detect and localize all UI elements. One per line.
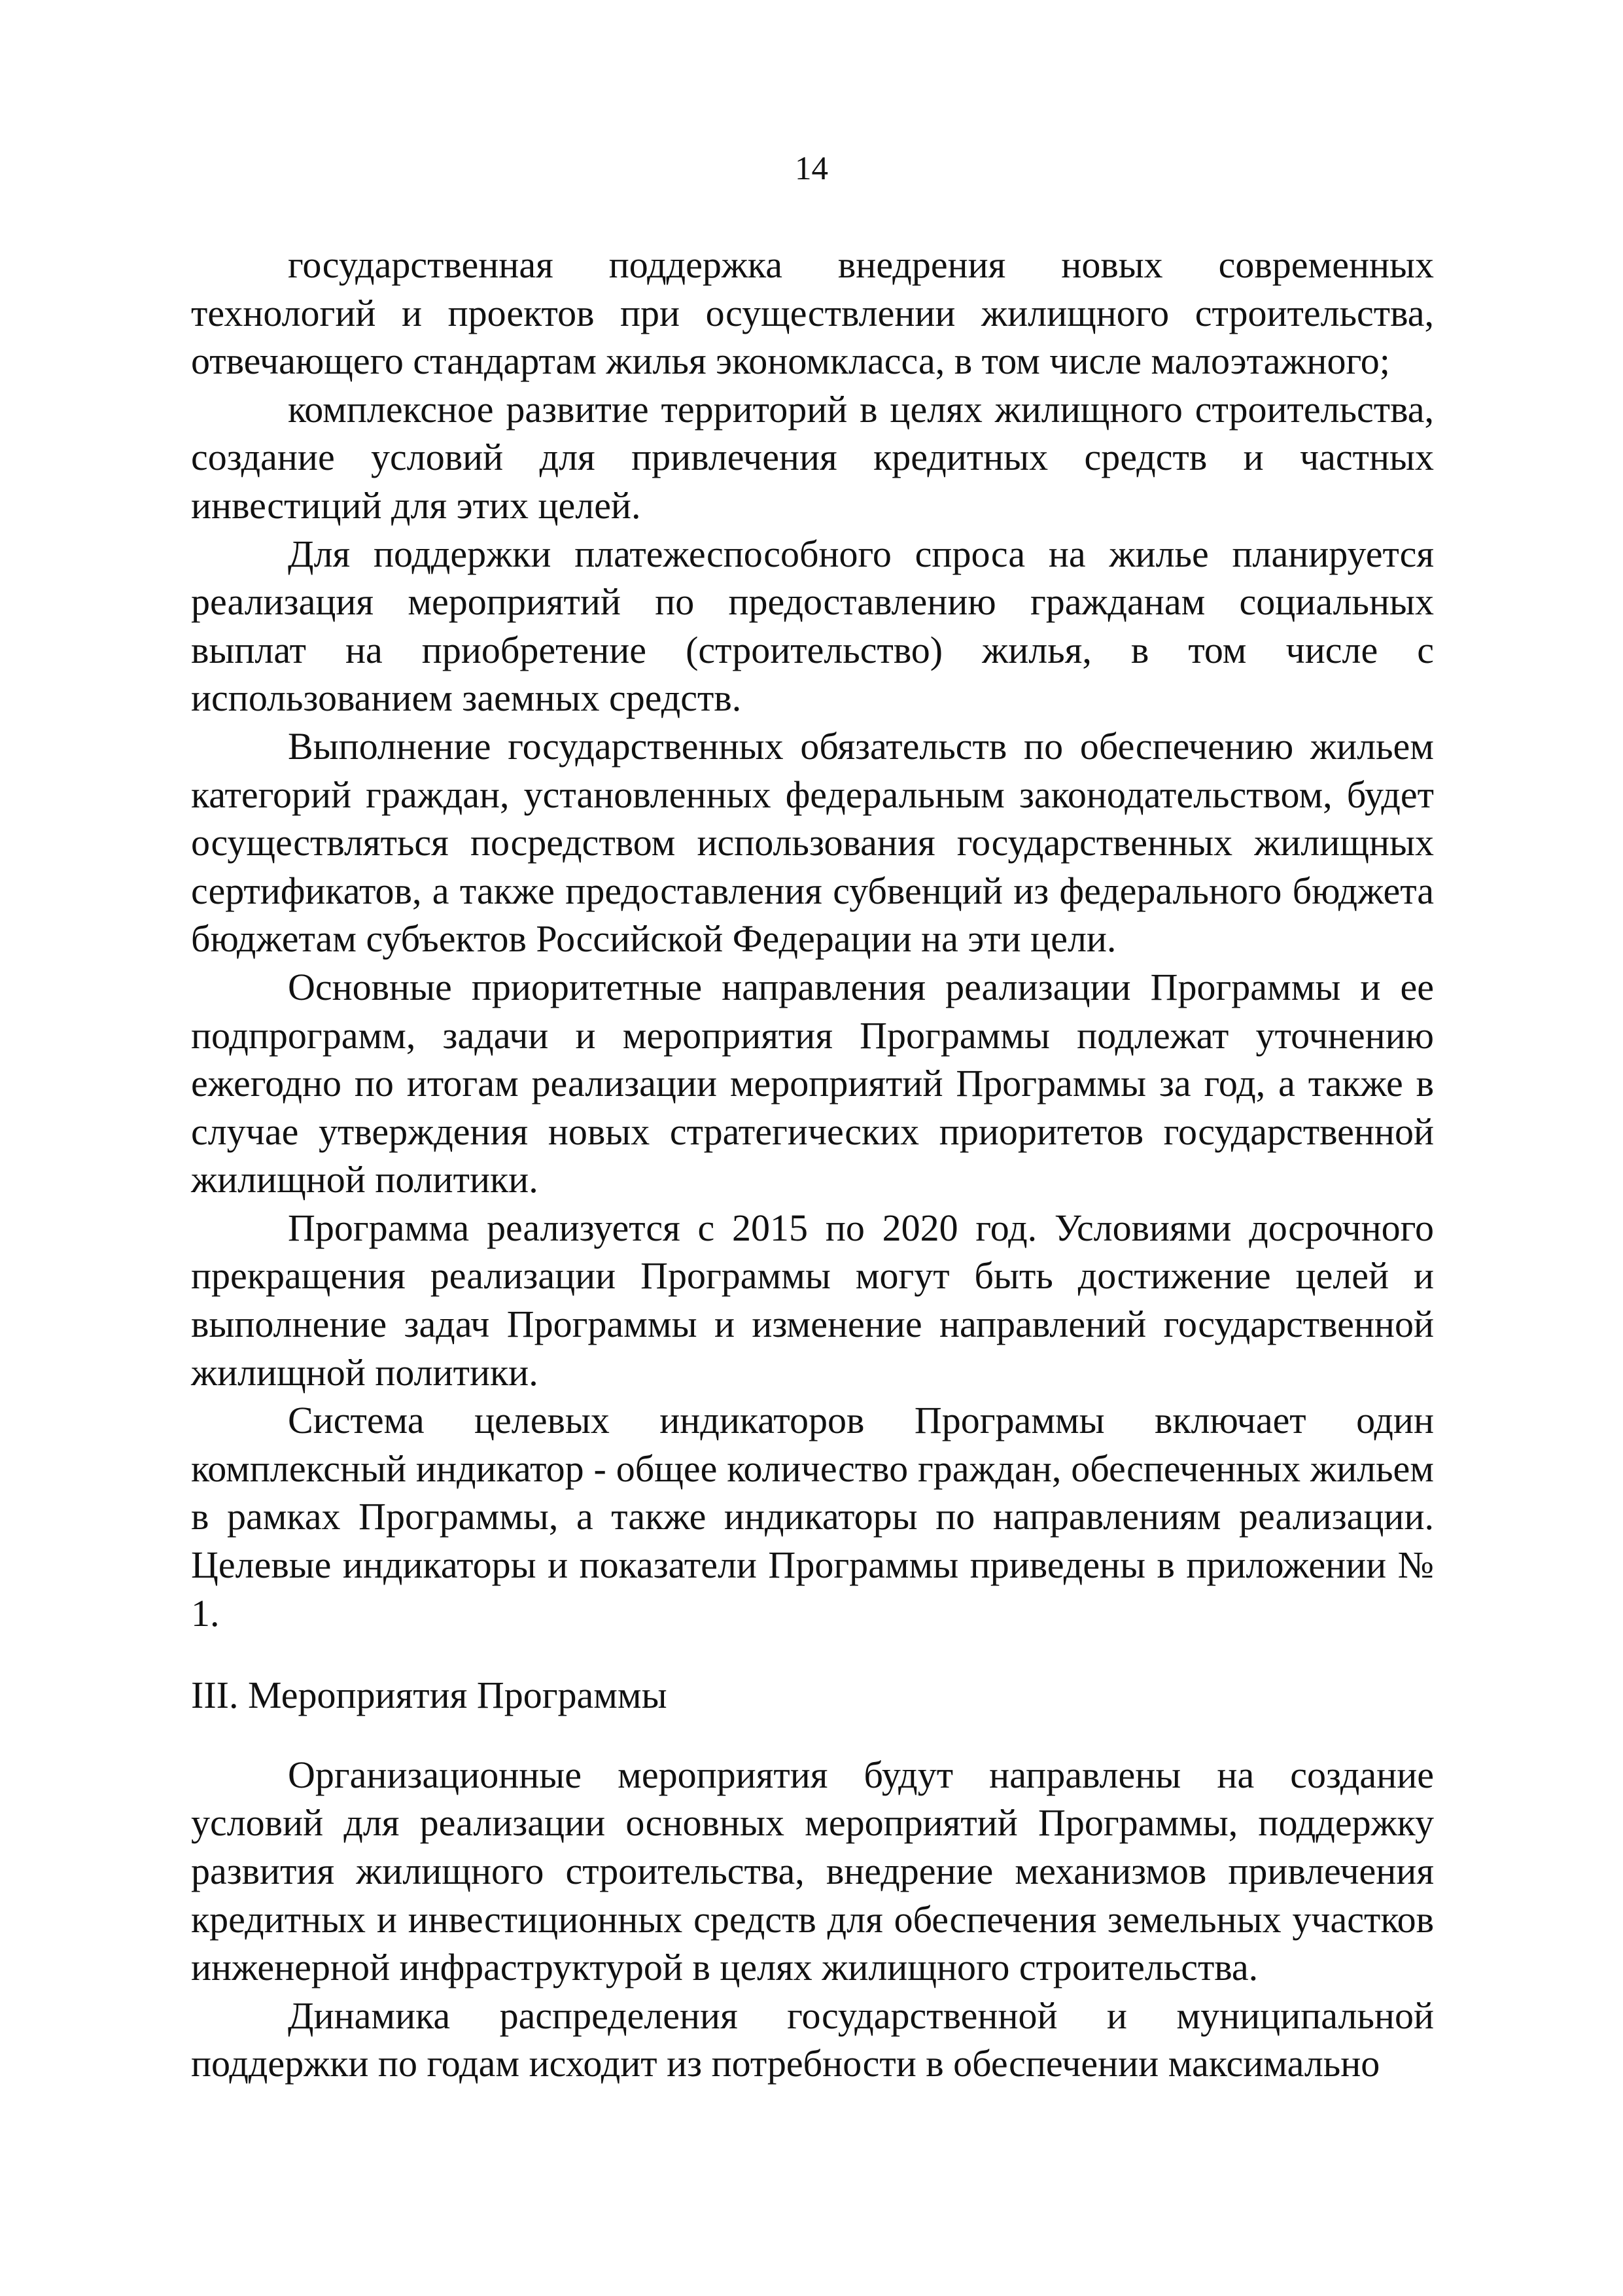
paragraph: Организационные мероприятия будут направлены на создание условий для реализации основных мероприятий Программы, поддержку развития жилищного строительства, внедрение механизмов привлечения кредитных и инвестиционных средств для обеспечения земельных участков инженерной инфраструктурой в целях жилищного строительства. [191,1753,1434,1989]
section-heading: III. Мероприятия Программы [191,1674,667,1717]
paragraph: государственная поддержка внедрения новых современных технологий и проектов при осуществлении жилищного строительства, отвечающего стандартам жилья экономкласса, в том числе малоэтажного; [191,243,1434,383]
paragraph: Выполнение государственных обязательств по обеспечению жильем категорий граждан, установленных федеральным законодательством, будет осуществляться посредством использования государственных жилищных сертификатов, а также предоставления субвенций из федерального бюджета бюджетам субъектов Российской Федерации на эти цели. [191,724,1434,961]
paragraph: Динамика распределения государственной и муниципальной поддержки по годам исходит из потребности в обеспечении максимально [191,1994,1434,2085]
paragraph: Основные приоритетные направления реализации Программы и ее подпрограмм, задачи и мероприятия Программы подлежат уточнению ежегодно по итогам реализации мероприятий Программы за год, а также в случае утверждения новых стратегических приоритетов государственной жилищной политики. [191,965,1434,1201]
paragraph: Система целевых индикаторов Программы включает один комплексный индикатор - общее количество граждан, обеспеченных жильем в рамках Программы, а также индикаторы по направлениям реализации. Целевые индикаторы и показатели Программы приведены в приложении № 1. [191,1399,1434,1634]
paragraph: комплексное развитие территорий в целях жилищного строительства, создание условий для привлечения кредитных средств и частных инвестиций для этих целей. [191,387,1434,527]
document-body [191,241,1434,2088]
paragraph: Для поддержки платежеспособного спроса на жилье планируется реализация мероприятий по предоставлению гражданам социальных выплат на приобретение (строительство) жилья, в том числе с использованием заемных средств. [191,532,1434,720]
page-number: 14 [795,150,828,187]
paragraph: Программа реализуется с 2015 по 2020 год. Условиями досрочного прекращения реализации Программы могут быть достижение целей и выполнение задач Программы и изменение направлений государственной жилищной политики. [191,1206,1434,1394]
